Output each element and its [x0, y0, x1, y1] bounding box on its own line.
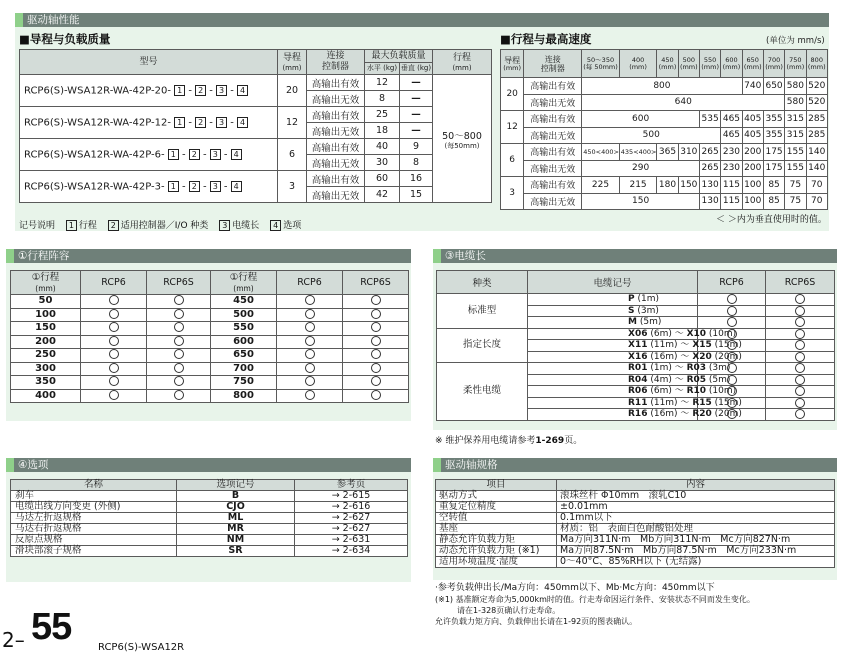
controller-high-off: 高输出无效: [524, 127, 582, 144]
header-stroke-750: 750 (mm): [785, 50, 806, 78]
model-lead-12: RCP6(S)-WSA12R-WA-42P-12- 1 - 2 - 3 - 4: [20, 107, 278, 139]
controller-high-on: 高输出有效: [524, 177, 582, 194]
table-row: 驱动方式 滚珠丝杆 Φ10mm 滚轧C10: [436, 491, 835, 502]
availability-mark: [147, 295, 211, 309]
cable-code: R16 (16m) ～ R20 (20m): [528, 409, 698, 421]
header-item: 项目: [436, 480, 557, 491]
speed-cell: 75: [785, 193, 806, 210]
header-stroke: ①行程 (mm): [11, 271, 81, 295]
speed-cell: 640: [582, 94, 785, 111]
controller-high-on: 高输出有效: [524, 144, 582, 161]
availability-mark: [343, 349, 409, 363]
speed-cell: 450<400>: [582, 144, 620, 161]
cable-code: R01 (1m) ～ R03 (3m): [528, 363, 698, 375]
availability-mark: [147, 389, 211, 403]
cable-type-specified: 指定长度: [437, 328, 528, 363]
table-row: 滑块部滚子规格 SR → 2-634: [11, 546, 408, 557]
header-stroke: ①行程 (mm): [211, 271, 277, 295]
header-max-load: 最大负载质量: [365, 50, 433, 63]
speed-cell: 310: [678, 144, 699, 161]
table-row: 马达右折返规格 MR → 2-627: [11, 524, 408, 535]
load-vertical: 9: [400, 139, 433, 155]
load-horizontal: 42: [365, 187, 400, 203]
speed-cell: 290: [582, 160, 700, 177]
speed-cell: 285: [806, 127, 827, 144]
controller-high-off: 高输出无效: [524, 193, 582, 210]
speed-cell: 285: [806, 111, 827, 128]
legend-option: 选项: [283, 221, 302, 231]
stroke-value: 550: [211, 322, 277, 336]
stroke-value: 600: [211, 335, 277, 349]
cable-code: X11 (11m) ～ X15 (15m): [528, 340, 698, 352]
speed-cell: 535: [699, 111, 720, 128]
load-vertical: 15: [400, 187, 433, 203]
page-prefix: 2–: [2, 628, 25, 652]
stroke-value: 100: [11, 308, 81, 322]
cable-code: X16 (16m) ～ X20 (20m): [528, 351, 698, 363]
spec-note-2: (※1) 基准额定寿命为5,000km时的值。行走寿命因运行条件、安装状态不同而发生变化。: [435, 595, 755, 604]
header-stroke-600: 600 (mm): [721, 50, 742, 78]
lead-value: 12: [278, 107, 307, 139]
availability-mark: [81, 349, 147, 363]
symbol-legend: 记号说明 1 行程 2 适用控制器／I/O 种类 3 电缆长 4 选项: [19, 221, 302, 231]
availability-mark: [277, 376, 343, 390]
cable-table: [436, 270, 835, 421]
speed-cell: 130: [699, 193, 720, 210]
stroke-value: 350: [11, 376, 81, 390]
spec-note-4: 允许负载力矩方向、负载伸出长请在1-92页的图表确认。: [435, 617, 638, 626]
availability-mark: [277, 295, 343, 309]
speed-note: ＜ ＞内为垂直使用时的值。: [716, 215, 827, 225]
availability-mark: [277, 349, 343, 363]
load-vertical: —: [400, 75, 433, 91]
cable-code: R11 (11m) ～ R15 (15m): [528, 397, 698, 409]
speed-cell: 650: [763, 78, 784, 95]
speed-cell: 155: [785, 144, 806, 161]
header-model: 型号: [20, 50, 278, 75]
header-stroke-550: 550 (mm): [699, 50, 720, 78]
header-lead: 导程 (mm): [501, 50, 524, 78]
load-horizontal: 40: [365, 139, 400, 155]
availability-mark: [147, 322, 211, 336]
cable-type-standard: 标准型: [437, 294, 528, 329]
header-stroke-800: 800 (mm): [806, 50, 827, 78]
speed-cell: 100: [742, 193, 763, 210]
speed-cell: 800: [582, 78, 742, 95]
availability-mark: [343, 335, 409, 349]
availability-mark: [81, 376, 147, 390]
availability-mark: [277, 362, 343, 376]
lead-value: 3: [278, 171, 307, 203]
stroke-speed-table: [500, 49, 828, 210]
stroke-value: 400: [11, 389, 81, 403]
availability-mark: [766, 374, 835, 386]
speed-cell: 435<400>: [619, 144, 657, 161]
speed-cell: 115: [721, 193, 742, 210]
cable-code: S (3m): [528, 305, 698, 317]
section-band-stroke: ①行程阵容: [6, 249, 411, 263]
table-row: 刹车 B → 2-615: [11, 491, 408, 502]
table-row: 反原点规格 NM → 2-631: [11, 535, 408, 546]
stroke-value: 650: [211, 349, 277, 363]
controller-high-on: 高输出有效: [307, 139, 365, 155]
legend-stroke: 行程: [78, 221, 97, 231]
speed-cell: 405: [742, 127, 763, 144]
header-content: 内容: [557, 480, 835, 491]
lead-payload-table: [19, 49, 492, 203]
section-band-axis-performance: 驱动轴性能: [15, 13, 829, 27]
header-stroke-700: 700 (mm): [763, 50, 784, 78]
model-lead-20: RCP6(S)-WSA12R-WA-42P-20- 1 - 2 - 3 - 4: [20, 75, 278, 107]
availability-mark: [81, 362, 147, 376]
model-lead-3: RCP6(S)-WSA12R-WA-42P-3- 1 - 2 - 3 - 4: [20, 171, 278, 203]
speed-cell: 355: [763, 127, 784, 144]
load-horizontal: 25: [365, 107, 400, 123]
page-number: 55: [31, 606, 72, 648]
availability-mark: [147, 349, 211, 363]
load-vertical: 16: [400, 171, 433, 187]
table-row: 空转值 0.1mm以下: [436, 513, 835, 524]
availability-mark: [81, 322, 147, 336]
availability-mark: [698, 294, 766, 306]
speed-cell: 740: [742, 78, 763, 95]
load-vertical: —: [400, 107, 433, 123]
availability-mark: [343, 295, 409, 309]
load-vertical: 8: [400, 155, 433, 171]
speed-cell: 465: [721, 127, 742, 144]
header-stroke-50-350: 50～350 (每 50mm): [582, 50, 620, 78]
lead-value: 3: [501, 177, 524, 210]
cable-code: P (1m): [528, 294, 698, 306]
controller-high-off: 高输出无效: [524, 94, 582, 111]
speed-cell: 70: [806, 193, 827, 210]
availability-mark: [147, 376, 211, 390]
speed-cell: 155: [785, 160, 806, 177]
speed-cell: 150: [582, 193, 700, 210]
spec-table: [435, 479, 835, 568]
load-horizontal: 30: [365, 155, 400, 171]
availability-mark: [343, 322, 409, 336]
table-row: 基座 材质：铝 表面白色耐酸铝处理: [436, 524, 835, 535]
availability-mark: [81, 335, 147, 349]
header-stroke-650: 650 (mm): [742, 50, 763, 78]
controller-high-off: 高输出无效: [307, 187, 365, 203]
cable-code: X06 (6m) ～ X10 (10m): [528, 328, 698, 340]
stroke-value: 250: [11, 349, 81, 363]
speed-cell: 465: [721, 111, 742, 128]
availability-mark: [698, 305, 766, 317]
availability-mark: [766, 397, 835, 409]
table-row: 适用环境温度·湿度 0～40°C、85%RH以下 (无结露): [436, 557, 835, 568]
section-band-cable: ③电缆长: [433, 249, 837, 263]
lead-value: 20: [501, 78, 524, 111]
stroke-value: 800: [211, 389, 277, 403]
availability-mark: [343, 376, 409, 390]
load-vertical: —: [400, 91, 433, 107]
table-row: 电缆出线方向变更 (外侧) CJO → 2-616: [11, 502, 408, 513]
availability-mark: [343, 362, 409, 376]
load-horizontal: 18: [365, 123, 400, 139]
legend-cable: 电缆长: [232, 221, 260, 231]
table-row: 重复定位精度 ±0.01mm: [436, 502, 835, 513]
speed-cell: 315: [785, 127, 806, 144]
stroke-value: 50: [11, 295, 81, 309]
speed-cell: 150: [678, 177, 699, 194]
footer-model: RCP6(S)-WSA12R: [98, 642, 185, 653]
section-band-options: ④选项: [6, 458, 411, 472]
stroke-range: 50～800 (每50mm): [433, 75, 492, 203]
controller-high-on: 高输出有效: [307, 171, 365, 187]
speed-cell: 225: [582, 177, 620, 194]
speed-cell: 100: [742, 177, 763, 194]
speed-cell: 520: [806, 78, 827, 95]
header-name: 名称: [11, 480, 177, 491]
header-load-horizontal: 水平 (kg): [365, 63, 400, 75]
availability-mark: [698, 317, 766, 329]
availability-mark: [277, 335, 343, 349]
speed-cell: 230: [721, 160, 742, 177]
header-stroke-450: 450 (mm): [657, 50, 678, 78]
header-rcp6s: RCP6S: [343, 271, 409, 295]
guide-title: ■导程与负载质量: [19, 32, 111, 46]
speed-cell: 70: [806, 177, 827, 194]
header-cable-code: 电缆记号: [528, 271, 698, 294]
speed-cell: 315: [785, 111, 806, 128]
speed-cell: 600: [582, 111, 700, 128]
speed-cell: 500: [582, 127, 721, 144]
availability-mark: [766, 409, 835, 421]
table-row: 马达左折返规格 ML → 2-627: [11, 513, 408, 524]
speed-cell: 265: [699, 144, 720, 161]
availability-mark: [766, 305, 835, 317]
header-rcp6s: RCP6S: [766, 271, 835, 294]
stroke-value: 750: [211, 376, 277, 390]
cable-type-flexible: 柔性电缆: [437, 363, 528, 421]
table-row: 动态允许负载力矩 (※1) Ma方向87.5N·m Mb方向87.5N·m Mc方向233N·m: [436, 546, 835, 557]
speed-unit: (单位为 mm/s): [766, 36, 825, 46]
availability-mark: [277, 389, 343, 403]
controller-high-off: 高输出无效: [307, 123, 365, 139]
spec-note-1: ·参考负载伸出长/Ma方向：450mm以下、Mb·Mc方向：450mm以下: [435, 583, 715, 593]
speed-cell: 580: [785, 78, 806, 95]
cable-code: R06 (6m) ～ R10 (10m): [528, 386, 698, 398]
load-horizontal: 12: [365, 75, 400, 91]
availability-mark: [147, 362, 211, 376]
model-lead-6: RCP6(S)-WSA12R-WA-42P-6- 1 - 2 - 3 - 4: [20, 139, 278, 171]
speed-cell: 265: [699, 160, 720, 177]
header-controller: 连接 控制器: [307, 50, 365, 75]
speed-cell: 85: [763, 177, 784, 194]
header-ref-page: 参考页: [295, 480, 408, 491]
header-rcp6: RCP6: [698, 271, 766, 294]
section-band-spec: 驱动轴规格: [433, 458, 837, 472]
speed-cell: 85: [763, 193, 784, 210]
speed-cell: 200: [742, 160, 763, 177]
speed-cell: 140: [806, 160, 827, 177]
stroke-table: [10, 270, 409, 403]
header-rcp6: RCP6: [277, 271, 343, 295]
availability-mark: [147, 308, 211, 322]
header-controller: 连接 控制器: [524, 50, 582, 78]
options-table: [10, 479, 408, 557]
speed-cell: 140: [806, 144, 827, 161]
availability-mark: [766, 328, 835, 340]
availability-mark: [147, 335, 211, 349]
availability-mark: [766, 386, 835, 398]
speed-cell: 580: [785, 94, 806, 111]
availability-mark: [766, 363, 835, 375]
speed-cell: 200: [742, 144, 763, 161]
availability-mark: [81, 295, 147, 309]
controller-high-on: 高输出有效: [307, 107, 365, 123]
speed-cell: 130: [699, 177, 720, 194]
availability-mark: [277, 308, 343, 322]
controller-high-off: 高输出无效: [524, 160, 582, 177]
availability-mark: [343, 389, 409, 403]
speed-cell: 215: [619, 177, 657, 194]
controller-high-on: 高输出有效: [307, 75, 365, 91]
availability-mark: [81, 308, 147, 322]
stroke-value: 300: [11, 362, 81, 376]
availability-mark: [343, 308, 409, 322]
cable-note: ※ 维护保养用电缆请参考1-269页。: [435, 436, 583, 446]
speed-cell: 520: [806, 94, 827, 111]
spec-note-3: 请在1-328页确认行走寿命。: [457, 606, 561, 615]
speed-cell: 175: [763, 144, 784, 161]
lead-value: 6: [501, 144, 524, 177]
speed-cell: 115: [721, 177, 742, 194]
table-row: 静态允许负载力矩 Ma方向311N·m Mb方向311N·m Mc方向827N·m: [436, 535, 835, 546]
legend-controller: 适用控制器／I/O 种类: [120, 221, 209, 231]
lead-value: 6: [278, 139, 307, 171]
stroke-value: 450: [211, 295, 277, 309]
header-option-code: 选项记号: [177, 480, 295, 491]
header-lead: 导程 (mm): [278, 50, 307, 75]
header-stroke-400: 400 (mm): [619, 50, 657, 78]
speed-cell: 405: [742, 111, 763, 128]
speed-cell: 355: [763, 111, 784, 128]
header-type: 种类: [437, 271, 528, 294]
availability-mark: [766, 294, 835, 306]
lead-value: 12: [501, 111, 524, 144]
load-horizontal: 60: [365, 171, 400, 187]
lead-value: 20: [278, 75, 307, 107]
load-vertical: —: [400, 123, 433, 139]
speed-cell: 180: [657, 177, 678, 194]
stroke-value: 500: [211, 308, 277, 322]
availability-mark: [81, 389, 147, 403]
stroke-value: 700: [211, 362, 277, 376]
controller-high-on: 高输出有效: [524, 111, 582, 128]
load-horizontal: 8: [365, 91, 400, 107]
cable-code: M (5m): [528, 317, 698, 329]
speed-cell: 230: [721, 144, 742, 161]
speed-cell: 175: [763, 160, 784, 177]
availability-mark: [766, 317, 835, 329]
controller-high-on: 高输出有效: [524, 78, 582, 95]
controller-high-off: 高输出无效: [307, 155, 365, 171]
speed-cell: 365: [657, 144, 678, 161]
stroke-value: 150: [11, 322, 81, 336]
header-rcp6: RCP6: [81, 271, 147, 295]
speed-cell: 75: [785, 177, 806, 194]
speed-title: ■行程与最高速度: [500, 32, 592, 46]
header-load-vertical: 垂直 (kg): [400, 63, 433, 75]
controller-high-off: 高输出无效: [307, 91, 365, 107]
legend-label: 记号说明: [19, 221, 56, 231]
stroke-value: 200: [11, 335, 81, 349]
availability-mark: [766, 351, 835, 363]
header-rcp6s: RCP6S: [147, 271, 211, 295]
availability-mark: [766, 340, 835, 352]
header-stroke-500: 500 (mm): [678, 50, 699, 78]
availability-mark: [277, 322, 343, 336]
header-stroke: 行程 (mm): [433, 50, 492, 75]
cable-code: R04 (4m) ～ R05 (5m): [528, 374, 698, 386]
